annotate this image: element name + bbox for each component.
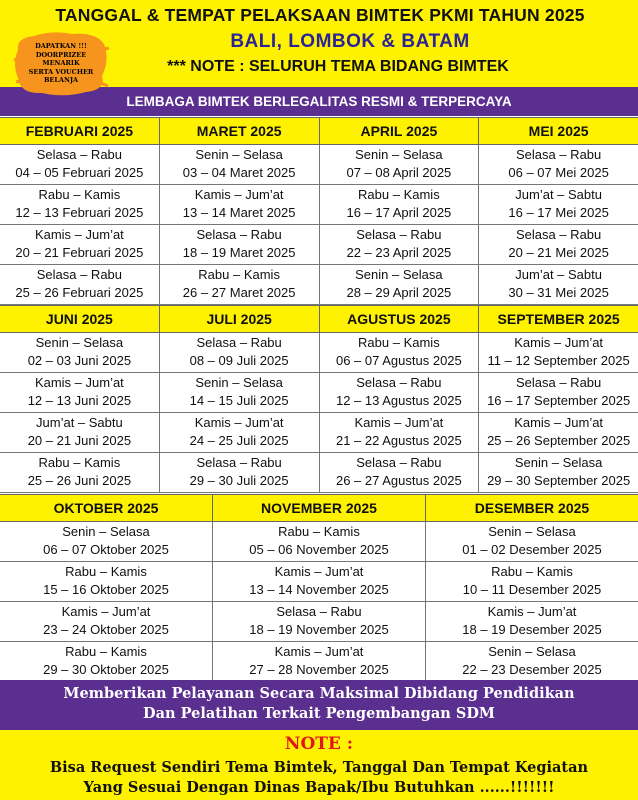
schedule-cell: Senin – Selasa 01 – 02 Desember 2025 (462, 524, 602, 557)
schedule-cell: Selasa – Rabu 20 – 21 Mei 2025 (508, 227, 609, 260)
service-line: Dan Pelatihan Terkait Pengembangan SDM (143, 705, 495, 722)
schedule-cell: Senin – Selasa 14 – 15 Juli 2025 (160, 373, 320, 412)
schedule-cell: Jum’at – Sabtu 20 – 21 Juni 2025 (0, 413, 160, 452)
schedule-cell: Jum’at – Sabtu 16 – 17 Mei 2025 (508, 187, 609, 220)
schedule-cell: Senin – Selasa 22 – 23 Desember 2025 (462, 644, 602, 677)
month-header: SEPTEMBER 2025 (497, 311, 620, 327)
schedule-cell: Kamis – Jum’at 11 – 12 September 2025 (487, 335, 630, 368)
table-row (0, 225, 638, 265)
schedule-cell: Kamis – Jum’at 18 – 19 Desember 2025 (462, 604, 602, 637)
schedule-cell: Selasa – Rabu 08 – 09 Juli 2025 (160, 333, 320, 372)
schedule-cell: Kamis – Jum’at 13 – 14 Maret 2025 (160, 185, 320, 224)
schedule-cell: Senin – Selasa 03 – 04 Maret 2025 (160, 145, 320, 184)
schedule-cell: Jum’at – Sabtu 30 – 31 Mei 2025 (508, 267, 609, 300)
month-header: FEBRUARI 2025 (0, 118, 160, 144)
badge-text: DAPATKAN !!! DOORPRIZEE MENARIK SERTA VOUCHER BELANJA (28, 42, 94, 84)
month-header: OKTOBER 2025 (0, 495, 213, 521)
schedule-cell: Selasa – Rabu 12 – 13 Agustus 2025 (320, 373, 480, 412)
schedule-cell: Rabu – Kamis 29 – 30 Oktober 2025 (0, 642, 213, 681)
schedule-cell: Senin – Selasa 28 – 29 April 2025 (320, 265, 480, 304)
schedule-cell: Kamis – Jum’at 27 – 28 November 2025 (213, 642, 426, 681)
schedule-cell: Rabu – Kamis 25 – 26 Juni 2025 (0, 453, 160, 492)
month-header-row (0, 494, 638, 522)
page-title: TANGGAL & TEMPAT PELAKSAAN BIMTEK PKMI TAHUN 2025 (55, 5, 585, 25)
table-row (0, 145, 638, 185)
schedule-cell: Kamis – Jum’at 21 – 22 Agustus 2025 (320, 413, 480, 452)
schedule-cell: Selasa – Rabu 29 – 30 Juli 2025 (160, 453, 320, 492)
table-row (0, 413, 638, 453)
schedule-cell: Selasa – Rabu 04 – 05 Februari 2025 (0, 145, 160, 184)
table-row (0, 642, 638, 682)
theme-note: *** NOTE : SELURUH TEMA BIDANG BIMTEK (167, 58, 509, 75)
table-row (0, 562, 638, 602)
month-header: DESEMBER 2025 (474, 500, 590, 516)
month-header: JUNI 2025 (0, 306, 160, 332)
month-header-row (0, 305, 638, 333)
month-header-row (0, 117, 638, 145)
schedule-cell: Selasa – Rabu 16 – 17 September 2025 (487, 375, 631, 408)
schedule-cell: Senin – Selasa 02 – 03 Juni 2025 (0, 333, 160, 372)
month-header: JULI 2025 (160, 306, 320, 332)
schedule-cell: Rabu – Kamis 12 – 13 Februari 2025 (0, 185, 160, 224)
table-row (0, 522, 638, 562)
table-row (0, 265, 638, 305)
month-header: NOVEMBER 2025 (213, 495, 426, 521)
schedule-cell: Rabu – Kamis 16 – 17 April 2025 (320, 185, 480, 224)
schedule-cell: Senin – Selasa 06 – 07 Oktober 2025 (0, 522, 213, 561)
schedule-cell: Senin – Selasa 07 – 08 April 2025 (320, 145, 480, 184)
table-row (0, 602, 638, 642)
schedule-cell: Rabu – Kamis 26 – 27 Maret 2025 (160, 265, 320, 304)
note-line: Bisa Request Sendiri Tema Bimtek, Tanggal Dan Tempat Kegiatan (49, 759, 589, 776)
service-banner (0, 680, 638, 730)
schedule-cell: Selasa – Rabu 06 – 07 Mei 2025 (508, 147, 609, 180)
schedule-cell: Kamis – Jum’at 20 – 21 Februari 2025 (0, 225, 160, 264)
schedule-cell: Kamis – Jum’at 13 – 14 November 2025 (213, 562, 426, 601)
month-header: MEI 2025 (528, 123, 589, 139)
schedule-cell: Rabu – Kamis 06 – 07 Agustus 2025 (320, 333, 480, 372)
schedule-cell: Selasa – Rabu 25 – 26 Februari 2025 (0, 265, 160, 304)
table-row (0, 333, 638, 373)
note-line: Yang Sesuai Dengan Dinas Bapak/Ibu Butuhkan ......!!!!!!! (83, 779, 555, 796)
schedule-cell: Selasa – Rabu 18 – 19 November 2025 (213, 602, 426, 641)
legality-banner: LEMBAGA BIMTEK BERLEGALITAS RESMI & TERPERCAYA (0, 87, 638, 116)
table-row (0, 373, 638, 413)
schedule-cell: Rabu – Kamis 10 – 11 Desember 2025 (462, 564, 602, 597)
month-header: APRIL 2025 (320, 118, 480, 144)
table-row (0, 453, 638, 493)
month-header: AGUSTUS 2025 (320, 306, 480, 332)
schedule-cell: Rabu – Kamis 15 – 16 Oktober 2025 (0, 562, 213, 601)
schedule-cell: Kamis – Jum’at 12 – 13 Juni 2025 (0, 373, 160, 412)
schedule-block-3 (0, 494, 638, 682)
schedule-cell: Selasa – Rabu 18 – 19 Maret 2025 (160, 225, 320, 264)
locations-heading: BALI, LOMBOK & BATAM (230, 31, 470, 52)
schedule-cell: Selasa – Rabu 22 – 23 April 2025 (320, 225, 480, 264)
doorprize-badge (12, 30, 110, 98)
schedule-block-2 (0, 305, 638, 493)
month-header: MARET 2025 (160, 118, 320, 144)
schedule-cell: Rabu – Kamis 05 – 06 November 2025 (213, 522, 426, 561)
request-note (0, 730, 638, 800)
schedule-cell: Kamis – Jum’at 24 – 25 Juli 2025 (160, 413, 320, 452)
schedule-cell: Kamis – Jum’at 23 – 24 Oktober 2025 (0, 602, 213, 641)
table-row (0, 185, 638, 225)
schedule-cell: Kamis – Jum’at 25 – 26 September 2025 (487, 415, 631, 448)
schedule-block-1 (0, 117, 638, 305)
service-line: Memberikan Pelayanan Secara Maksimal Dibidang Pendidikan (63, 685, 575, 702)
note-title: NOTE : (284, 734, 354, 754)
schedule-cell: Senin – Selasa 29 – 30 September 2025 (487, 455, 631, 488)
schedule-cell: Selasa – Rabu 26 – 27 Agustus 2025 (320, 453, 480, 492)
